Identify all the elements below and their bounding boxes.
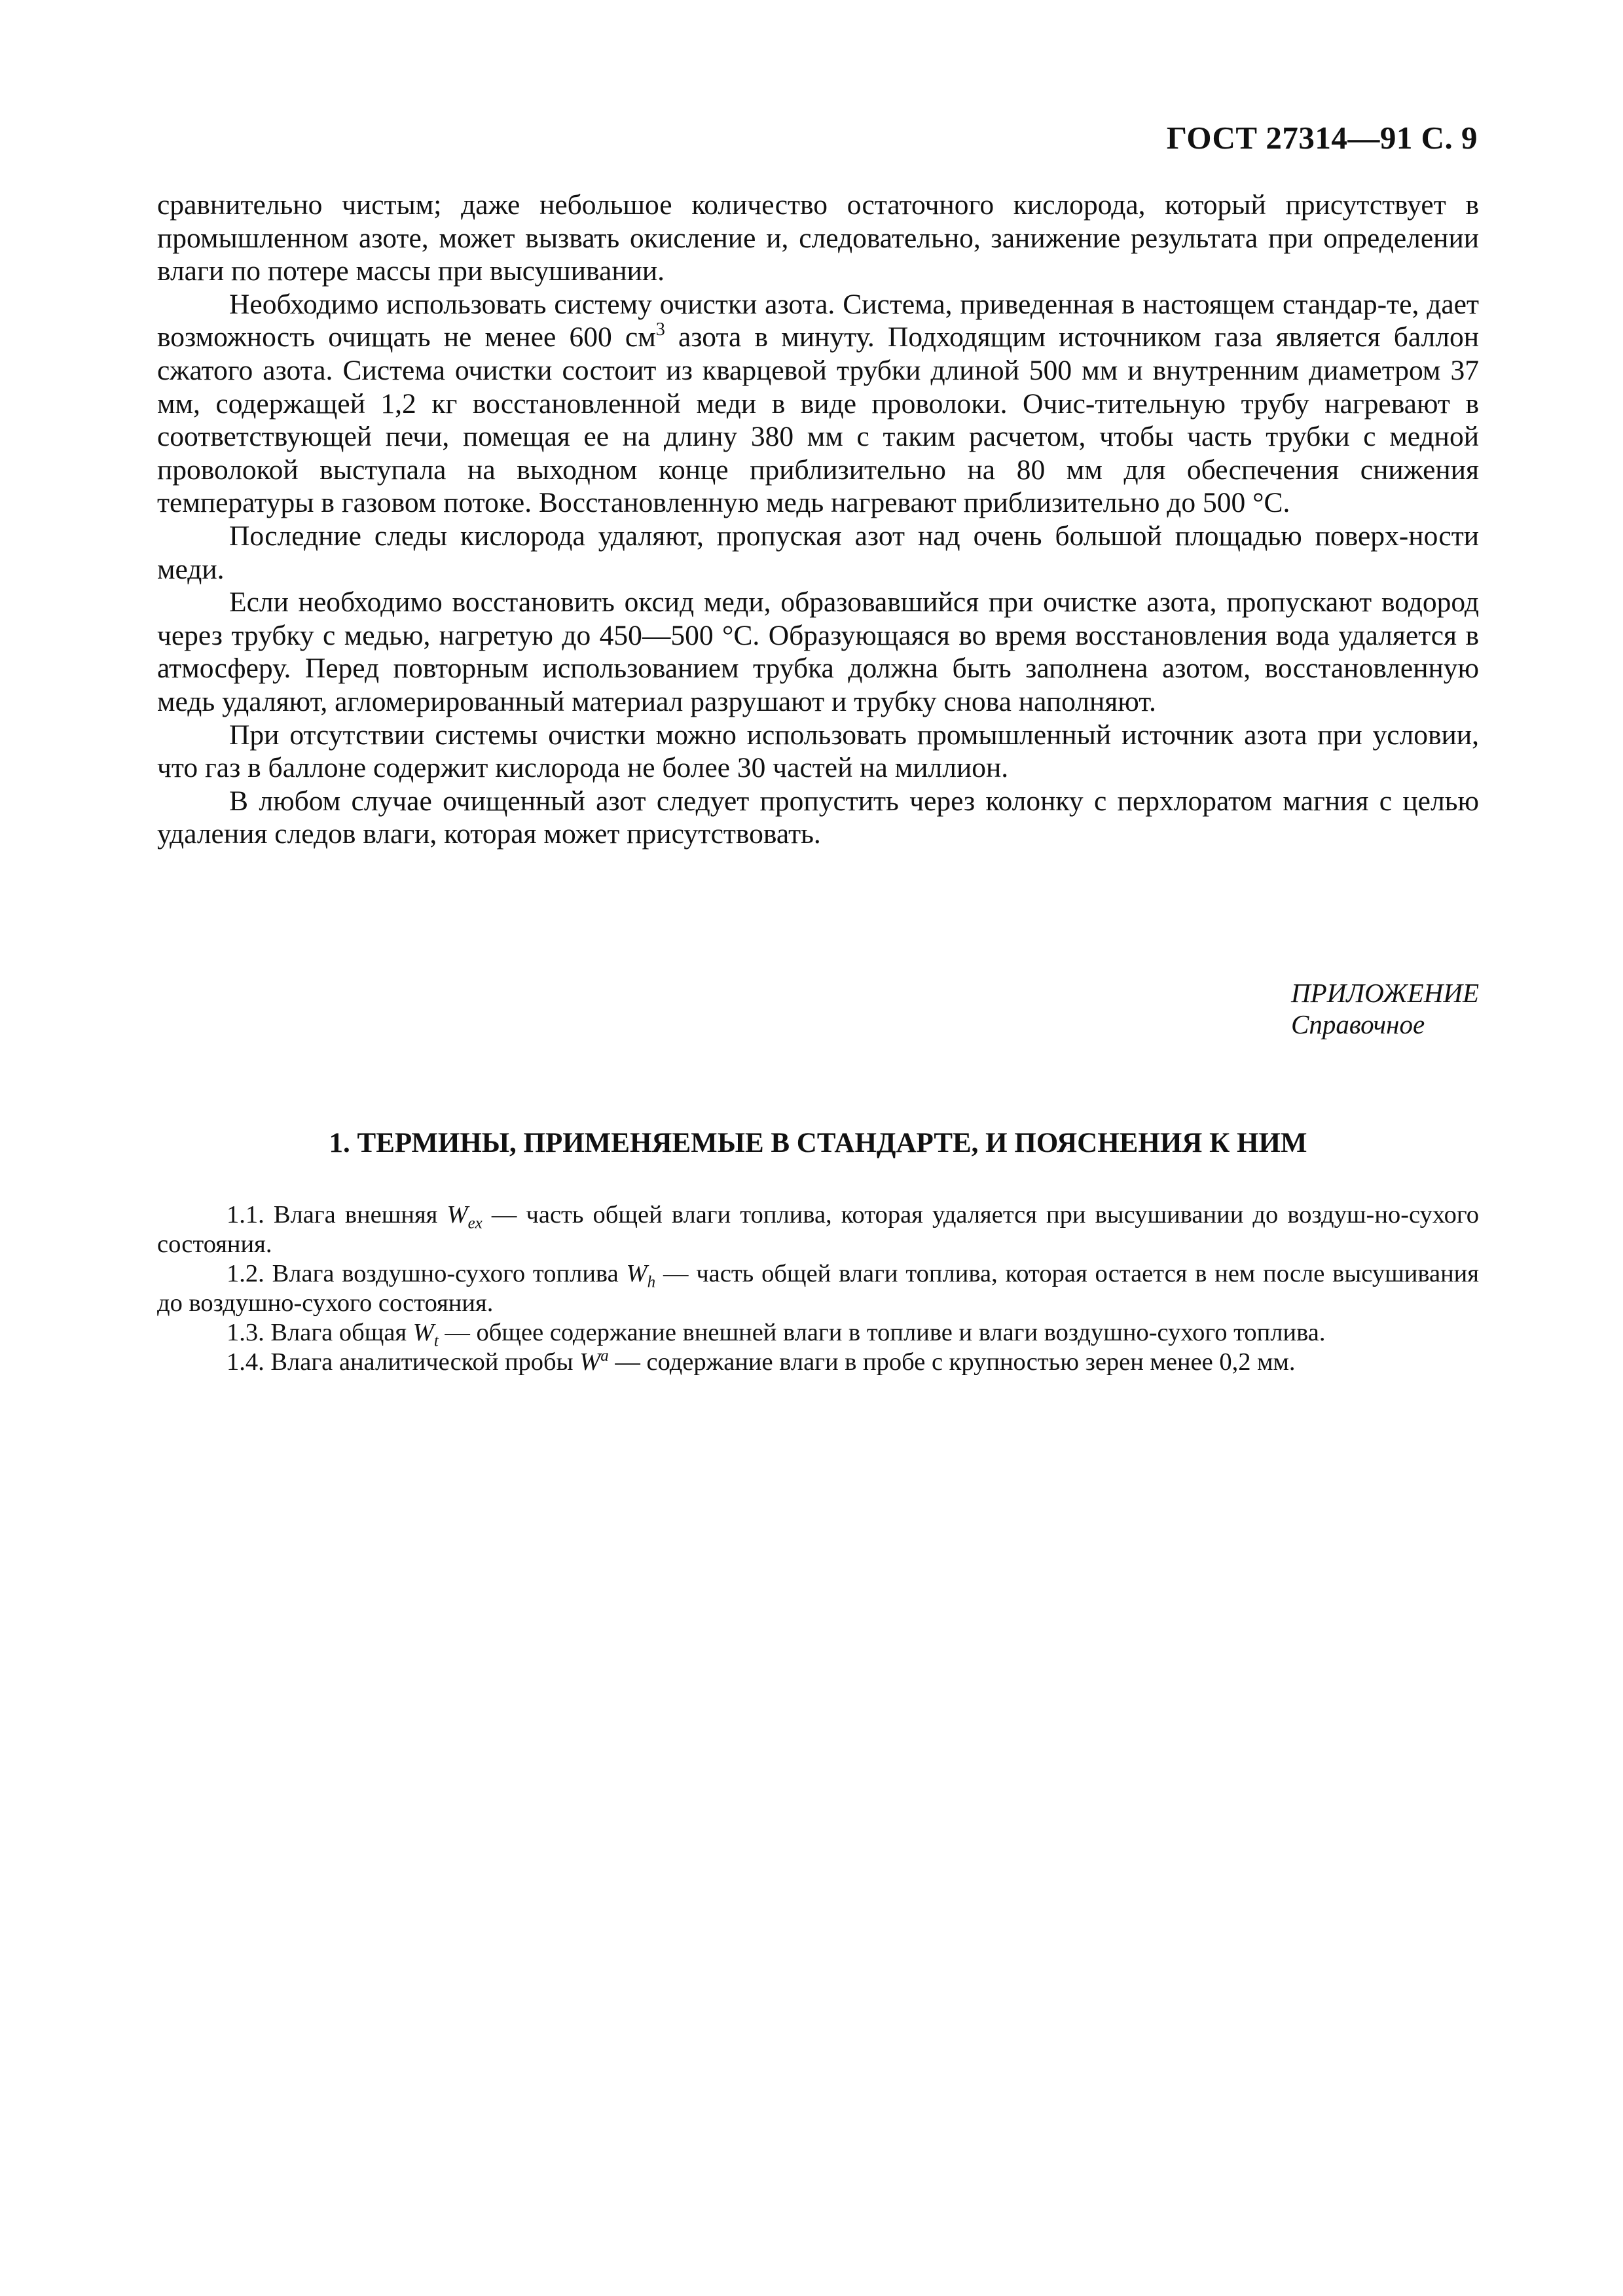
term-text: 1.4. Влага аналитической пробы (227, 1348, 580, 1376)
term-item (157, 1259, 1479, 1318)
appendix-subtitle: Справочное (1291, 1009, 1425, 1039)
appendix-title: ПРИЛОЖЕНИЕ (1291, 978, 1479, 1008)
term-text: — общее содержание внешней влаги в топливе и влаги воздушно-сухого топлива. (438, 1319, 1326, 1346)
symbol-superscript: a (600, 1347, 609, 1365)
paragraph: В любом случае очищенный азот следует пропустить через колонку с перхлоратом магния с целью удаления следов влаги, которая может присутствовать. (157, 785, 1479, 850)
paragraph: сравнительно чистым; даже небольшое количество остаточного кислорода, который присутствует в промышленном азоте, может вызвать окисление и, следовательно, занижение результата при определении влаги по потере массы при высушивании. (157, 189, 1479, 287)
term-symbol (412, 1319, 439, 1350)
body-text (157, 188, 1479, 851)
symbol-subscript: h (647, 1273, 656, 1291)
symbol-letter: W (412, 1319, 434, 1346)
term-text: — содержание влаги в пробе с крупностью зерен менее 0,2 мм. (608, 1348, 1296, 1376)
paragraph: Если необходимо восстановить оксид меди, образовавшийся при очистке азота, пропускают водород через трубку с медью, нагретую до 450—500 °С. Образующаяся во время восстановления вода удаляется в атмосферу. Перед повторным использованием трубка должна быть заполнена азотом, восстановленную медь удаляют, агломерированный материал разрушают и трубку снова наполняют. (157, 586, 1479, 717)
symbol-letter: W (579, 1348, 601, 1376)
term-item (157, 1348, 1479, 1377)
term-item (157, 1318, 1479, 1348)
term-text: 1.1. Влага внешняя (227, 1201, 447, 1229)
paragraph-text: азота в минуту. Подходящим источником газа является баллон сжатого азота. Система очистки состоит из кварцевой трубки длиной 500 мм и внутренним диаметром 37 мм, содержащей 1,2 кг восстановленной меди в виде проволоки. Очис-тительную трубу нагревают в соответствующей печи, помещая ее на длину 380 мм с таким расчетом, чтобы часть трубки с медной проволокой выступала на выходном конце приблизительно на 80 мм для обеспечения снижения температуры в газовом потоке. Восстановленную медь нагревают приблизительно до 500 °С. (157, 321, 1479, 519)
term-text: 1.2. Влага воздушно-сухого топлива (227, 1260, 627, 1287)
term-item (157, 1200, 1479, 1259)
page-header: ГОСТ 27314—91 С. 9 (1166, 120, 1478, 156)
paragraph: При отсутствии системы очистки можно использовать промышленный источник азота при условии, что газ в баллоне содержит кислорода не более 30 частей на миллион. (157, 719, 1479, 784)
symbol-letter: W (626, 1260, 647, 1287)
symbol-letter: W (447, 1201, 468, 1229)
term-symbol (579, 1348, 609, 1376)
terms-list (157, 1200, 1479, 1377)
paragraph (157, 288, 1479, 520)
symbol-subscript: t (433, 1332, 439, 1350)
term-symbol (626, 1260, 656, 1291)
section-heading: 1. ТЕРМИНЫ, ПРИМЕНЯЕМЫЕ В СТАНДАРТЕ, И ПОЯСНЕНИЯ К НИМ (329, 1128, 1307, 1158)
symbol-subscript: ex (467, 1214, 483, 1232)
term-text: 1.3. Влага общая (227, 1319, 413, 1346)
term-symbol (447, 1201, 483, 1232)
paragraph-text: Необходимо использовать систему очистки азота. Система, приведенная в настоящем стандар-те, дает возможность очищать не менее 600 см (157, 288, 1479, 353)
appendix-label (1291, 977, 1479, 1040)
paragraph: Последние следы кислорода удаляют, пропуская азот над очень большой площадью поверх-ности меди. (157, 520, 1479, 585)
term-text: — часть общей влаги топлива, которая остается в нем после высушивания до воздушно-сухого состояния. (157, 1260, 1479, 1317)
term-text: — часть общей влаги топлива, которая удаляется при высушивании до воздуш-но-сухого состояния. (157, 1201, 1479, 1258)
superscript: 3 (655, 319, 665, 340)
